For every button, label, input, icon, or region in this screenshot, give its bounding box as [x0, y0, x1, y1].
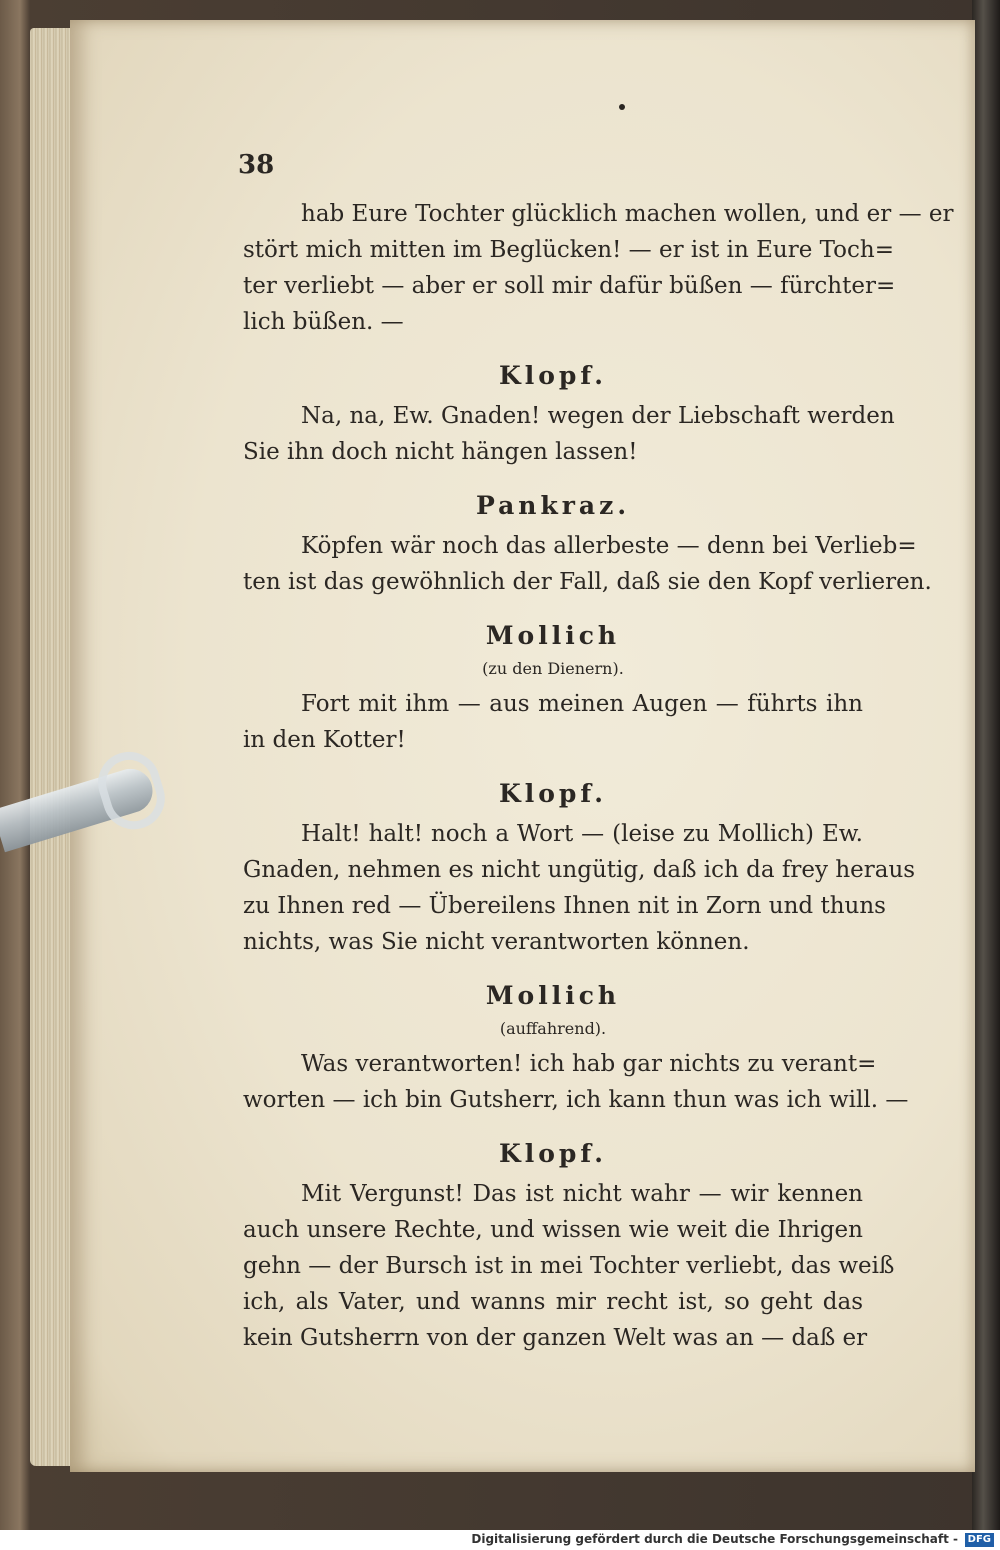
page-number: 38 [238, 150, 275, 180]
text-line: Gnaden, nehmen es nicht ungütig, daß ich da frey heraus [243, 857, 916, 883]
text-line: Mit Vergunst! Das ist nicht wahr — wir kennen [301, 1181, 863, 1207]
text-line: Fort mit ihm — aus meinen Augen — führts ihn [301, 691, 863, 717]
text-line: zu Ihnen red — Übereilens Ihnen nit in Zorn und thuns [243, 893, 886, 919]
footer [0, 1530, 1000, 1550]
text-line: kein Gutsherrn von der ganzen Welt was an — daß er [243, 1325, 868, 1351]
text-line: ter verliebt — aber er soll mir dafür büßen — fürchter= [243, 273, 896, 299]
stage-direction: (auffahrend). [499, 1019, 607, 1038]
text-line: Köpfen wär noch das allerbeste — denn bei Verlieb= [301, 533, 917, 559]
text-line: Sie ihn doch nicht hängen lassen! [243, 439, 638, 465]
adjacent-page-edge [972, 0, 1000, 1530]
text-line: hab Eure Tochter glücklich machen wollen, und er — er [301, 201, 954, 227]
speaker-name: Pankraz. [475, 491, 631, 520]
speaker-name: Klopf. [499, 361, 607, 390]
text-line: ten ist das gewöhnlich der Fall, daß sie den Kopf verlieren. [243, 569, 932, 595]
speaker-name: Klopf. [499, 779, 607, 808]
text-line: ich, als Vater, und wanns mir recht ist, so geht das [243, 1289, 863, 1315]
text-line: auch unsere Rechte, und wissen wie weit die Ihrigen [243, 1217, 863, 1243]
text-line: gehn — der Bursch ist in mei Tochter verliebt, das weiß [243, 1253, 895, 1279]
clip-loop [90, 744, 172, 837]
footer-credit: Digitalisierung gefördert durch die Deutsche Forschungsgemeinschaft - [471, 1532, 958, 1546]
dfg-logo: DFG [965, 1533, 994, 1547]
page-text [243, 196, 954, 1356]
text-line: Was verantworten! ich hab gar nichts zu verant= [301, 1051, 877, 1077]
speaker-name: Mollich [485, 981, 621, 1010]
ink-dot [619, 104, 625, 110]
speaker-name: Klopf. [499, 1139, 607, 1168]
text-line: stört mich mitten im Beglücken! — er ist in Eure Toch= [243, 237, 894, 263]
text-line: Na, na, Ew. Gnaden! wegen der Liebschaft werden [301, 403, 895, 429]
speaker-name: Mollich [485, 621, 621, 650]
text-line: lich büßen. — [243, 309, 404, 335]
text-line: in den Kotter! [243, 727, 406, 753]
text-line: nichts, was Sie nicht verantworten können. [243, 929, 750, 955]
text-line: Halt! halt! noch a Wort — (leise zu Mollich) Ew. [301, 821, 863, 847]
stage-direction: (zu den Dienern). [482, 659, 624, 678]
text-line: worten — ich bin Gutsherr, ich kann thun was ich will. — [243, 1087, 909, 1113]
